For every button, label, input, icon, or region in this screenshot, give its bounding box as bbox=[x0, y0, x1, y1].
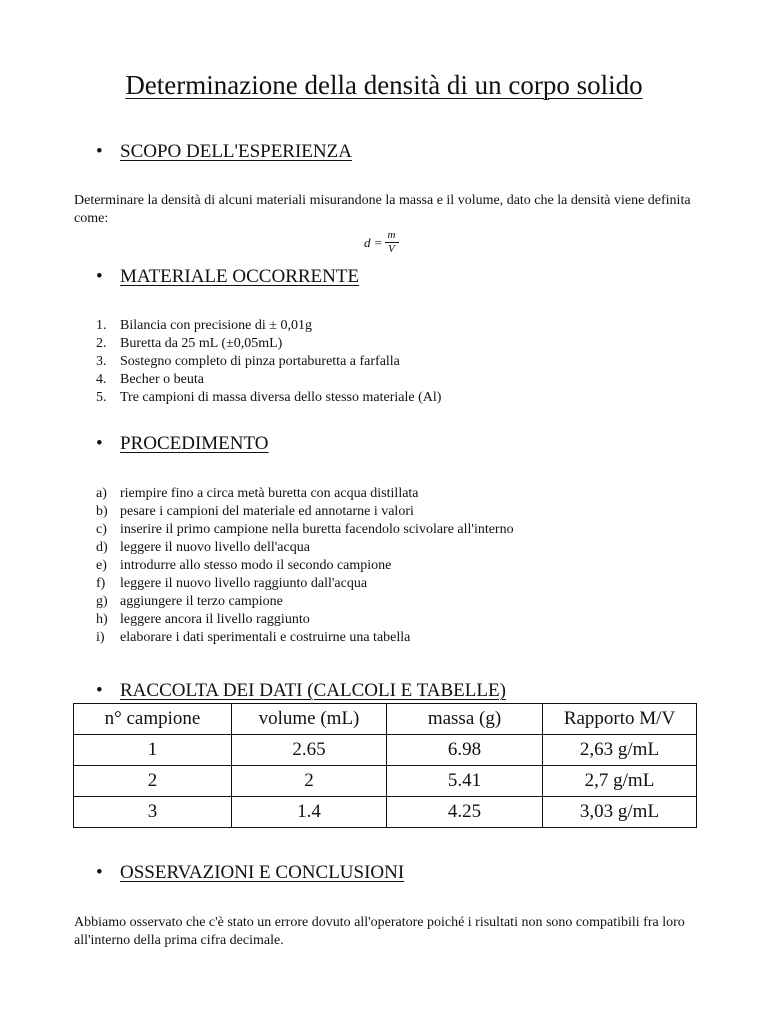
section-heading-text: RACCOLTA DEI DATI (CALCOLI E TABELLE) bbox=[120, 680, 506, 701]
bullet: • bbox=[96, 680, 103, 701]
formula-denominator: V bbox=[388, 243, 395, 255]
table-cell: 5.41 bbox=[387, 766, 543, 797]
list-item: 4. Becher o beuta bbox=[96, 372, 204, 387]
list-item: b) pesare i campioni del materiale ed annotarne i valori bbox=[96, 504, 414, 519]
list-item: 2. Buretta da 25 mL (±0,05mL) bbox=[96, 336, 283, 351]
table-cell: 2,63 g/mL bbox=[543, 735, 697, 766]
table-header-cell: massa (g) bbox=[387, 704, 543, 735]
list-item: d) leggere il nuovo livello dell'acqua bbox=[96, 540, 310, 555]
bullet: • bbox=[96, 266, 103, 287]
table-row bbox=[74, 797, 697, 828]
section-heading-text: SCOPO DELL'ESPERIENZA bbox=[120, 141, 352, 162]
osservazioni-paragraph: Abbiamo osservato che c'è stato un errore dovuto all'operatore poiché i risultati non sono compatibili fra loro all'interno della prima cifra decimale. bbox=[74, 915, 685, 948]
bullet: • bbox=[96, 862, 103, 883]
section-heading-text: MATERIALE OCCORRENTE bbox=[120, 266, 360, 287]
list-item: f) leggere il nuovo livello raggiunto dall'acqua bbox=[96, 576, 368, 591]
density-formula bbox=[364, 230, 399, 255]
table-header-cell: Rapporto M/V bbox=[543, 704, 697, 735]
table-header-cell: volume (mL) bbox=[232, 704, 387, 735]
list-item: c) inserire il primo campione nella buretta facendolo scivolare all'interno bbox=[96, 522, 514, 537]
section-heading-text: OSSERVAZIONI E CONCLUSIONI bbox=[120, 862, 405, 883]
list-item: e) introdurre allo stesso modo il secondo campione bbox=[96, 558, 392, 573]
section-heading-osservazioni bbox=[96, 862, 404, 884]
page-title: Determinazione della densità di un corpo solido bbox=[125, 70, 643, 100]
bullet: • bbox=[96, 433, 103, 454]
table-row bbox=[74, 735, 697, 766]
table-header-cell: n° campione bbox=[74, 704, 232, 735]
section-heading-procedimento bbox=[96, 433, 269, 455]
list-item: 3. Sostegno completo di pinza portaburetta a farfalla bbox=[96, 354, 400, 369]
bullet: • bbox=[96, 141, 103, 162]
list-item: 5. Tre campioni di massa diversa dello stesso materiale (Al) bbox=[96, 390, 442, 405]
procedimento-list bbox=[96, 485, 514, 647]
section-heading-materiale bbox=[96, 266, 359, 288]
formula-lhs: d = bbox=[364, 234, 383, 250]
data-table bbox=[73, 703, 697, 828]
list-item: h) leggere ancora il livello raggiunto bbox=[96, 612, 310, 627]
section-heading-scopo bbox=[96, 141, 352, 163]
table-row bbox=[74, 766, 697, 797]
scopo-paragraph: Determinare la densità di alcuni materiali misurandone la massa e il volume, dato che la densità viene definita come: bbox=[74, 193, 691, 226]
table-cell: 2.65 bbox=[232, 735, 387, 766]
table-cell: 2,7 g/mL bbox=[543, 766, 697, 797]
list-item: 1. Bilancia con precisione di ± 0,01g bbox=[96, 318, 312, 333]
table-cell: 1 bbox=[74, 735, 232, 766]
list-item: g) aggiungere il terzo campione bbox=[96, 594, 283, 609]
table-cell: 3,03 g/mL bbox=[543, 797, 697, 828]
section-heading-text: PROCEDIMENTO bbox=[120, 433, 269, 454]
formula-numerator: m bbox=[387, 229, 396, 241]
table-cell: 2 bbox=[232, 766, 387, 797]
materiale-list bbox=[96, 317, 441, 407]
table-cell: 3 bbox=[74, 797, 232, 828]
list-item: i) elaborare i dati sperimentali e costruirne una tabella bbox=[96, 630, 411, 645]
table-cell: 4.25 bbox=[387, 797, 543, 828]
list-item: a) riempire fino a circa metà buretta con acqua distillata bbox=[96, 486, 419, 501]
section-heading-raccolta bbox=[96, 680, 506, 702]
formula-fraction bbox=[385, 230, 399, 255]
table-cell: 6.98 bbox=[387, 735, 543, 766]
table-cell: 1.4 bbox=[232, 797, 387, 828]
table-cell: 2 bbox=[74, 766, 232, 797]
table-header-row bbox=[74, 704, 697, 735]
